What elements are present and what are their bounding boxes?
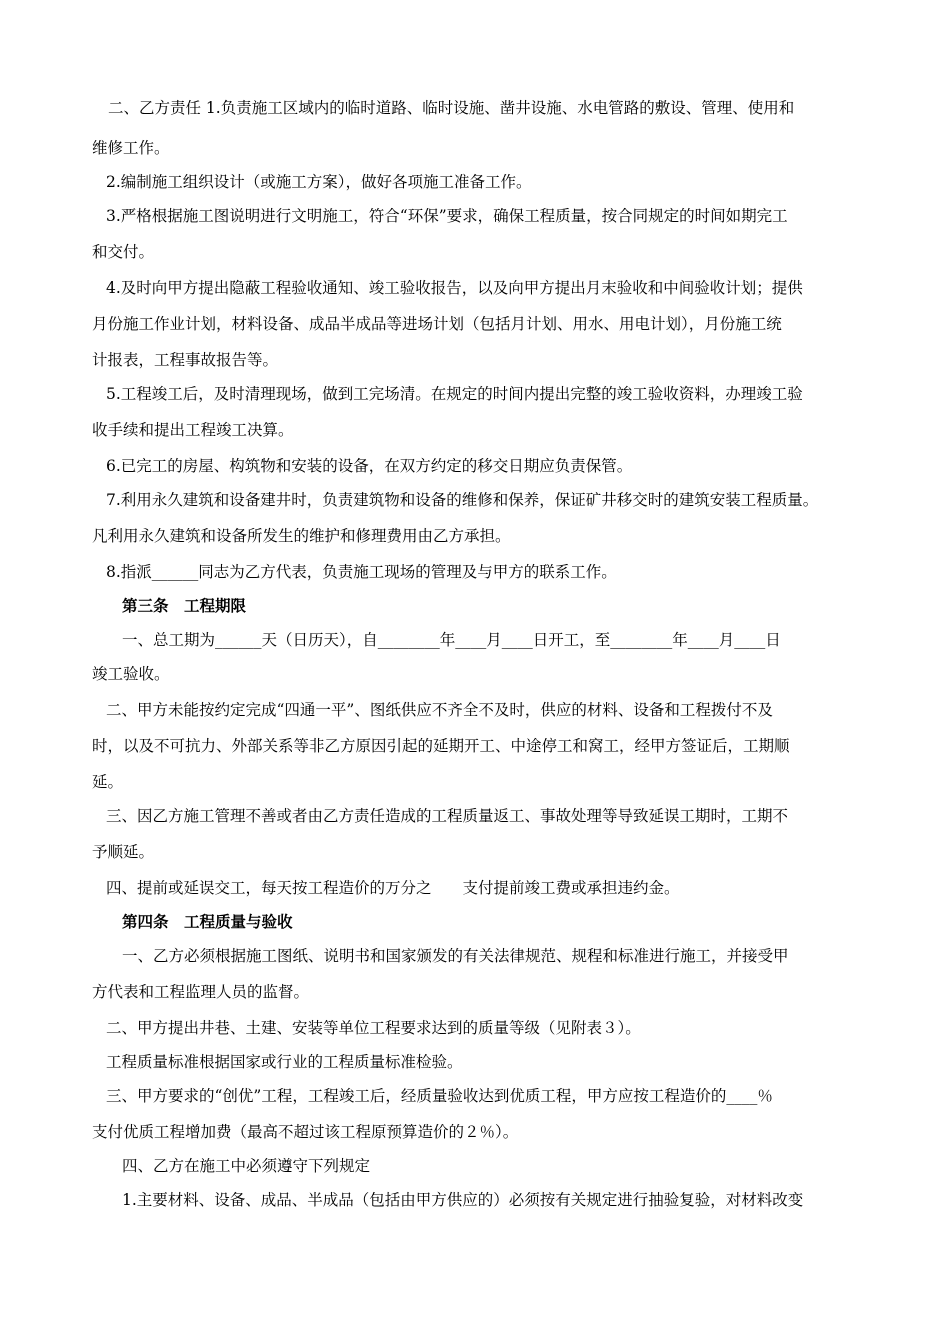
text-line: 一、乙方必须根据施工图纸、说明书和国家颁发的有关法律规范、规程和标准进行施工，并接受甲 [122, 947, 789, 965]
text-line: 月份施工作业计划，材料设备、成品半成品等进场计划（包括月计划、用水、用电计划），月份施工统 [92, 315, 782, 333]
text-line: 三、因乙方施工管理不善或者由乙方责任造成的工程质量返工、事故处理等导致延误工期时，工期不 [106, 807, 789, 825]
text-line: 四、提前或延误交工，每天按工程造价的万分之 支付提前竣工费或承担违约金。 [106, 879, 680, 897]
text-line: 凡利用永久建筑和设备所发生的维护和修理费用由乙方承担。 [92, 527, 511, 545]
text-line: 时，以及不可抗力、外部关系等非乙方原因引起的延期开工、中途停工和窝工，经甲方签证后，工期顺 [92, 737, 790, 755]
text-line: 支付优质工程增加费（最高不超过该工程原预算造价的２％）。 [92, 1123, 519, 1141]
text-line: 3.严格根据施工图说明进行文明施工，符合“环保”要求，确保工程质量，按合同规定的时间如期完工 [106, 207, 788, 225]
text-line: 维修工作。 [92, 139, 170, 157]
text-line: 2.编制施工组织设计（或施工方案），做好各项施工准备工作。 [106, 173, 532, 191]
text-line: 4.及时向甲方提出隐蔽工程验收通知、竣工验收报告，以及向甲方提出月末验收和中间验收计划；提供 [106, 279, 803, 297]
text-line: 6.已完工的房屋、构筑物和安装的设备，在双方约定的移交日期应负责保管。 [106, 457, 633, 475]
text-line: 二、乙方责任 1.负责施工区域内的临时道路、临时设施、凿井设施、水电管路的敷设、管理、使用和 [108, 99, 795, 117]
section-heading: 第三条 工程期限 [122, 596, 247, 615]
text-line: 和交付。 [92, 243, 155, 261]
text-line: 5.工程竣工后，及时清理现场，做到工完场清。在规定的时间内提出完整的竣工验收资料，办理竣工验 [106, 385, 803, 403]
text-line: 1.主要材料、设备、成品、半成品（包括由甲方供应的）必须按有关规定进行抽验复验，对材料改变 [122, 1191, 804, 1209]
text-line: 二、甲方提出井巷、土建、安装等单位工程要求达到的质量等级（见附表３）。 [106, 1019, 641, 1037]
text-line: 延。 [92, 773, 124, 791]
text-line: 四、乙方在施工中必须遵守下列规定 [122, 1157, 371, 1175]
text-line: 一、总工期为______天（日历天），自________年____月____日开工，至________年____月____日 [122, 631, 781, 649]
section-heading: 第四条 工程质量与验收 [122, 912, 293, 931]
text-line: 计报表，工程事故报告等。 [92, 351, 279, 369]
text-line: 工程质量标准根据国家或行业的工程质量标准检验。 [106, 1053, 463, 1071]
text-line: 方代表和工程监理人员的监督。 [92, 983, 310, 1001]
text-line: 7.利用永久建筑和设备建井时，负责建筑物和设备的维修和保养，保证矿井移交时的建筑安装工程质量。 [106, 491, 819, 509]
text-line: 8.指派______同志为乙方代表，负责施工现场的管理及与甲方的联系工作。 [106, 563, 617, 581]
text-line: 三、甲方要求的“创优”工程，工程竣工后，经质量验收达到优质工程，甲方应按工程造价的____％ [106, 1087, 773, 1105]
text-line: 予顺延。 [92, 843, 155, 861]
text-line: 二、甲方未能按约定完成“四通一平”、图纸供应不齐全不及时，供应的材料、设备和工程拨付不及 [106, 701, 773, 719]
text-line: 收手续和提出工程竣工决算。 [92, 421, 294, 439]
text-line: 竣工验收。 [92, 665, 170, 683]
